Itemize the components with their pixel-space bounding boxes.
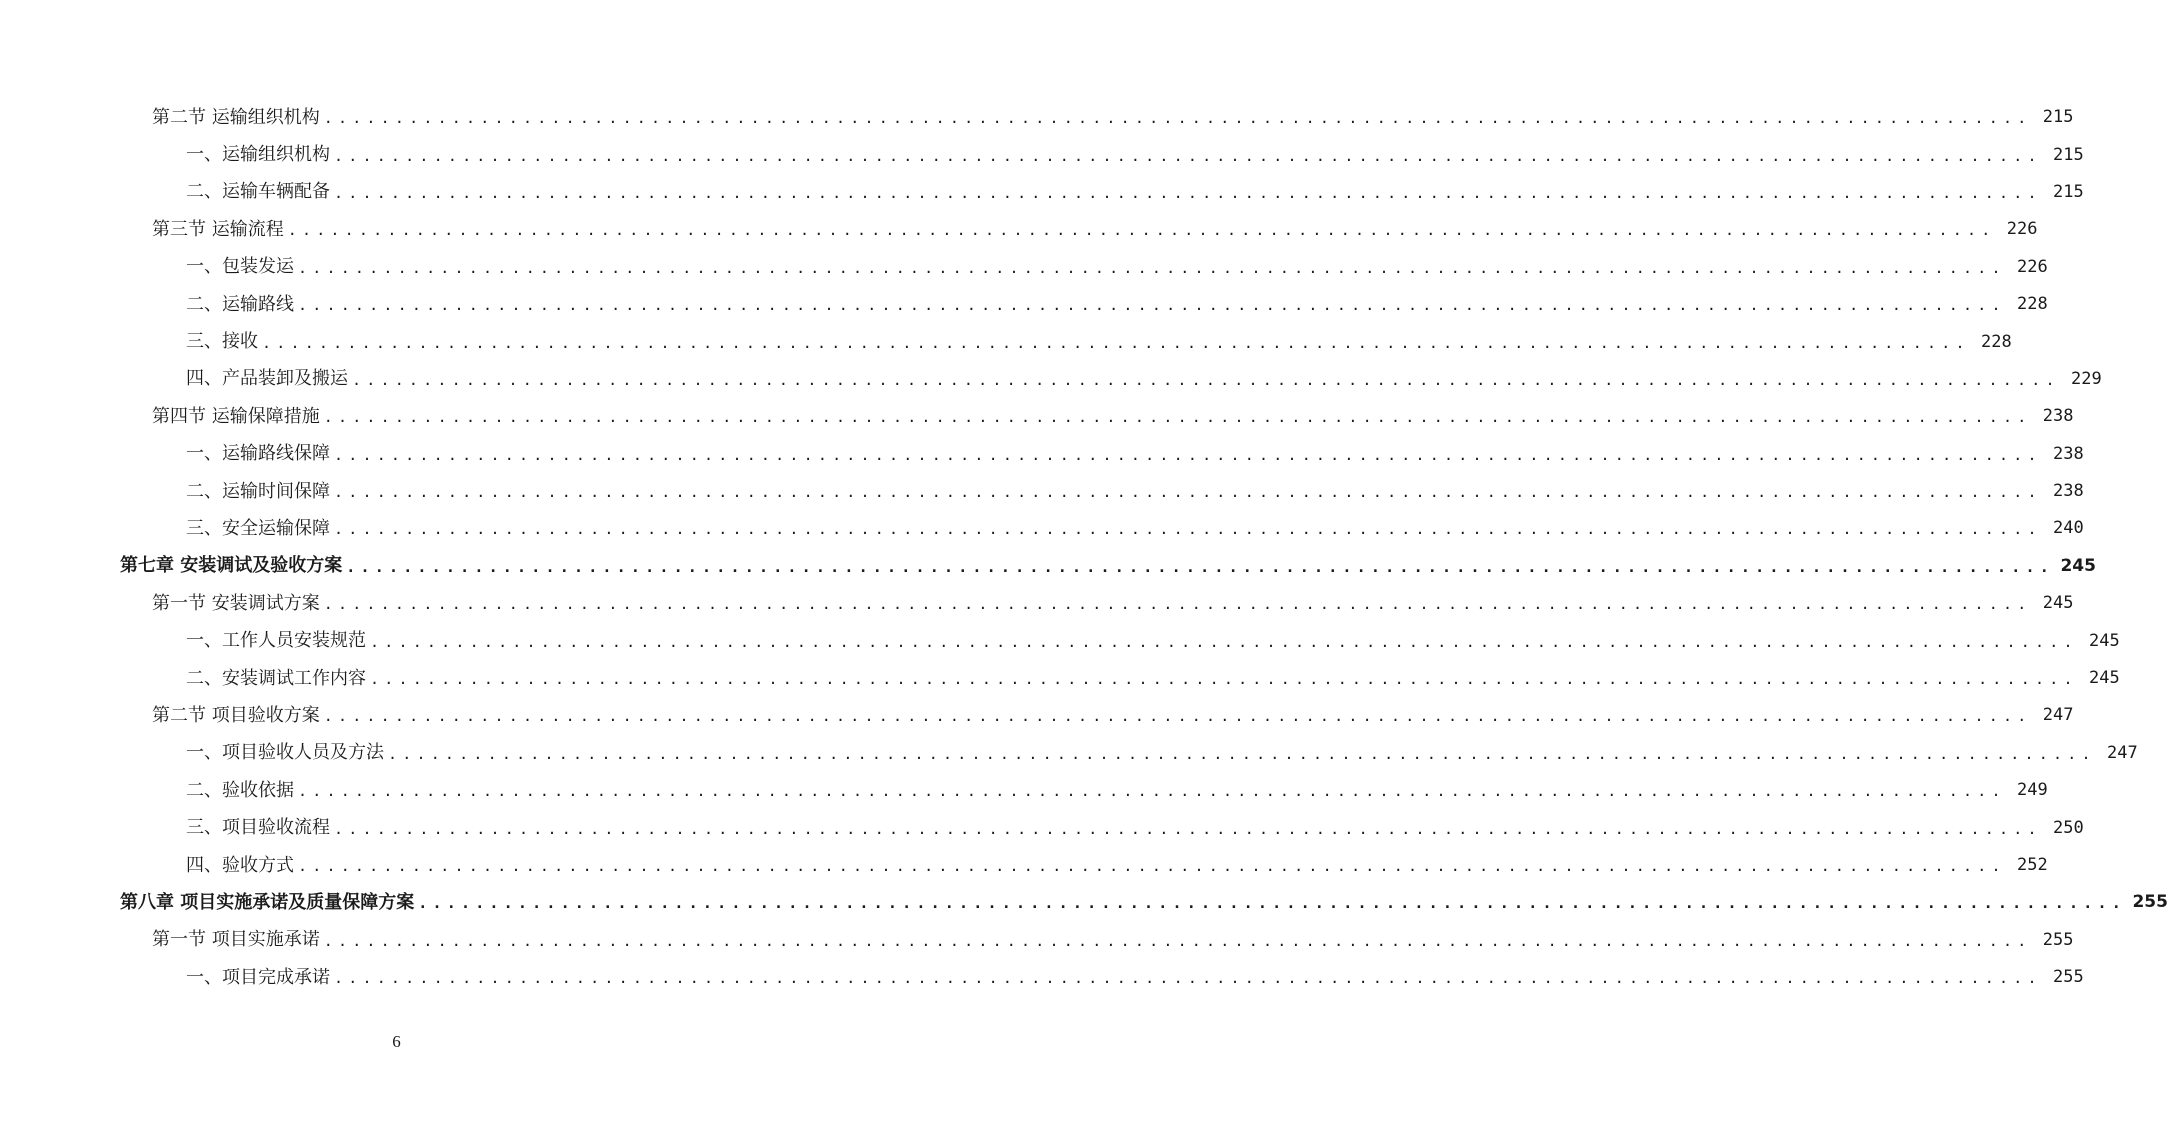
toc-subsection-entry[interactable] [0, 473, 2084, 510]
toc-chapter-entry[interactable] [0, 548, 2096, 585]
toc-subsection-entry[interactable] [0, 249, 2048, 286]
toc-subsection-entry[interactable] [0, 361, 2102, 398]
toc-entry-page-number: 255 [2132, 892, 2168, 913]
toc-dot-leader: ........................................................................................................................ [334, 146, 2042, 165]
toc-subsection-entry[interactable] [0, 174, 2084, 211]
toc-entry-page-number: 247 [2106, 742, 2138, 763]
toc-dot-leader: ........................................................................................................................ [334, 969, 2042, 988]
toc-entry-label: 一、运输路线保障 [186, 443, 330, 465]
toc-dot-leader: ........................................................................................................................ [334, 183, 2042, 202]
toc-entry-page-number: 240 [2052, 518, 2084, 539]
table-of-contents [0, 99, 2168, 996]
toc-entry-label: 二、安装调试工作内容 [186, 667, 366, 689]
toc-entry-label: 一、包装发运 [186, 256, 294, 278]
toc-entry-page-number: 228 [2016, 294, 2048, 315]
toc-entry-page-number: 249 [2016, 780, 2048, 801]
toc-entry-label: 一、运输组织机构 [186, 144, 330, 166]
toc-entry-label: 三、安全运输保障 [186, 517, 330, 539]
toc-section-entry[interactable] [0, 585, 2074, 622]
toc-entry-page-number: 226 [2006, 219, 2038, 240]
toc-entry-page-number: 215 [2052, 181, 2084, 202]
toc-dot-leader: ........................................................................................................................ [287, 221, 1996, 240]
toc-entry-label: 二、运输车辆配备 [186, 181, 330, 203]
toc-entry-page-number: 228 [1980, 331, 2012, 352]
toc-entry-label: 二、运输时间保障 [186, 480, 330, 502]
toc-subsection-entry[interactable] [0, 735, 2138, 772]
toc-entry-label: 一、项目验收人员及方法 [186, 742, 384, 764]
toc-entry-page-number: 252 [2016, 855, 2048, 875]
toc-subsection-entry[interactable] [0, 436, 2084, 473]
toc-section-entry[interactable] [0, 99, 2074, 136]
toc-chapter-entry[interactable] [0, 884, 2168, 921]
toc-dot-leader: ........................................................................................................................ [334, 445, 2042, 464]
toc-entry-label: 第七章 安装调试及验收方案 [120, 555, 343, 577]
toc-subsection-entry[interactable] [0, 286, 2048, 323]
toc-entry-page-number: 250 [2052, 817, 2084, 838]
toc-dot-leader: ........................................................................................................................ [323, 707, 2032, 726]
toc-dot-leader: ........................................................................................................................ [323, 408, 2032, 427]
toc-entry-page-number: 215 [2042, 107, 2074, 128]
toc-dot-leader: ........................................................................................................................ [298, 296, 2006, 315]
toc-dot-leader: ........................................................................................................................ [334, 483, 2042, 502]
toc-entry-page-number: 238 [2052, 443, 2084, 464]
toc-entry-label: 四、验收方式 [186, 854, 294, 876]
toc-section-entry[interactable] [0, 398, 2074, 435]
toc-dot-leader: ........................................................................................................................ [418, 894, 2126, 913]
toc-entry-label: 二、运输路线 [186, 293, 294, 315]
toc-dot-leader: ........................................................................................................................ [262, 333, 1970, 352]
page-number: 6 [392, 1032, 401, 1051]
toc-entry-label: 第二节 运输组织机构 [152, 106, 320, 128]
toc-dot-leader: ........................................................................................................................ [298, 258, 2006, 277]
toc-subsection-entry[interactable] [0, 510, 2084, 547]
toc-dot-leader: ........................................................................................................................ [323, 109, 2032, 128]
toc-entry-label: 四、产品装卸及搬运 [186, 368, 348, 390]
toc-entry-page-number: 255 [2042, 929, 2074, 950]
toc-dot-leader: ........................................................................................................................ [346, 557, 2054, 576]
toc-section-entry[interactable] [0, 697, 2074, 734]
toc-dot-leader: ........................................................................................................................ [370, 670, 2078, 689]
toc-entry-page-number: 247 [2042, 705, 2074, 726]
toc-entry-label: 第四节 运输保障措施 [152, 405, 320, 427]
toc-dot-leader: ........................................................................................................................ [334, 819, 2042, 838]
toc-section-entry[interactable] [0, 211, 2038, 248]
toc-dot-leader: ........................................................................................................................ [323, 931, 2032, 950]
toc-section-entry[interactable] [0, 922, 2074, 959]
toc-entry-page-number: 229 [2070, 368, 2102, 389]
toc-subsection-entry[interactable] [0, 622, 2120, 659]
toc-subsection-entry[interactable] [0, 136, 2084, 173]
toc-dot-leader: ........................................................................................................................ [388, 744, 2096, 763]
toc-entry-label: 三、项目验收流程 [186, 817, 330, 839]
toc-entry-page-number: 238 [2042, 406, 2074, 427]
toc-entry-label: 三、接收 [186, 331, 258, 353]
toc-entry-label: 第三节 运输流程 [152, 218, 284, 240]
toc-dot-leader: ........................................................................................................................ [370, 632, 2078, 651]
toc-entry-label: 第二节 项目验收方案 [152, 704, 320, 726]
toc-entry-page-number: 238 [2052, 481, 2084, 502]
toc-subsection-entry[interactable] [0, 959, 2084, 996]
toc-entry-label: 一、工作人员安装规范 [186, 630, 366, 652]
toc-entry-label: 第一节 安装调试方案 [152, 592, 320, 614]
toc-dot-leader: ........................................................................................................................ [323, 595, 2032, 614]
toc-dot-leader: ........................................................................................................................ [298, 782, 2006, 801]
toc-dot-leader: ........................................................................................................................ [298, 857, 2006, 875]
toc-dot-leader: ........................................................................................................................ [334, 520, 2042, 539]
toc-subsection-entry[interactable] [0, 772, 2048, 809]
toc-subsection-entry[interactable] [0, 323, 2012, 360]
toc-entry-page-number: 255 [2052, 967, 2084, 988]
toc-dot-leader: ........................................................................................................................ [352, 370, 2060, 389]
toc-entry-page-number: 215 [2052, 144, 2084, 165]
toc-entry-label: 第一节 项目实施承诺 [152, 929, 320, 951]
toc-entry-page-number: 245 [2088, 630, 2120, 651]
toc-entry-label: 第八章 项目实施承诺及质量保障方案 [120, 891, 415, 913]
toc-entry-page-number: 226 [2016, 256, 2048, 277]
toc-entry-label: 二、验收依据 [186, 779, 294, 801]
toc-subsection-entry[interactable] [0, 847, 2048, 884]
toc-entry-page-number: 245 [2088, 668, 2120, 689]
toc-entry-label: 一、项目完成承诺 [186, 966, 330, 988]
toc-subsection-entry[interactable] [0, 809, 2084, 846]
toc-subsection-entry[interactable] [0, 660, 2120, 697]
toc-entry-page-number: 245 [2060, 555, 2096, 576]
toc-entry-page-number: 245 [2042, 593, 2074, 614]
